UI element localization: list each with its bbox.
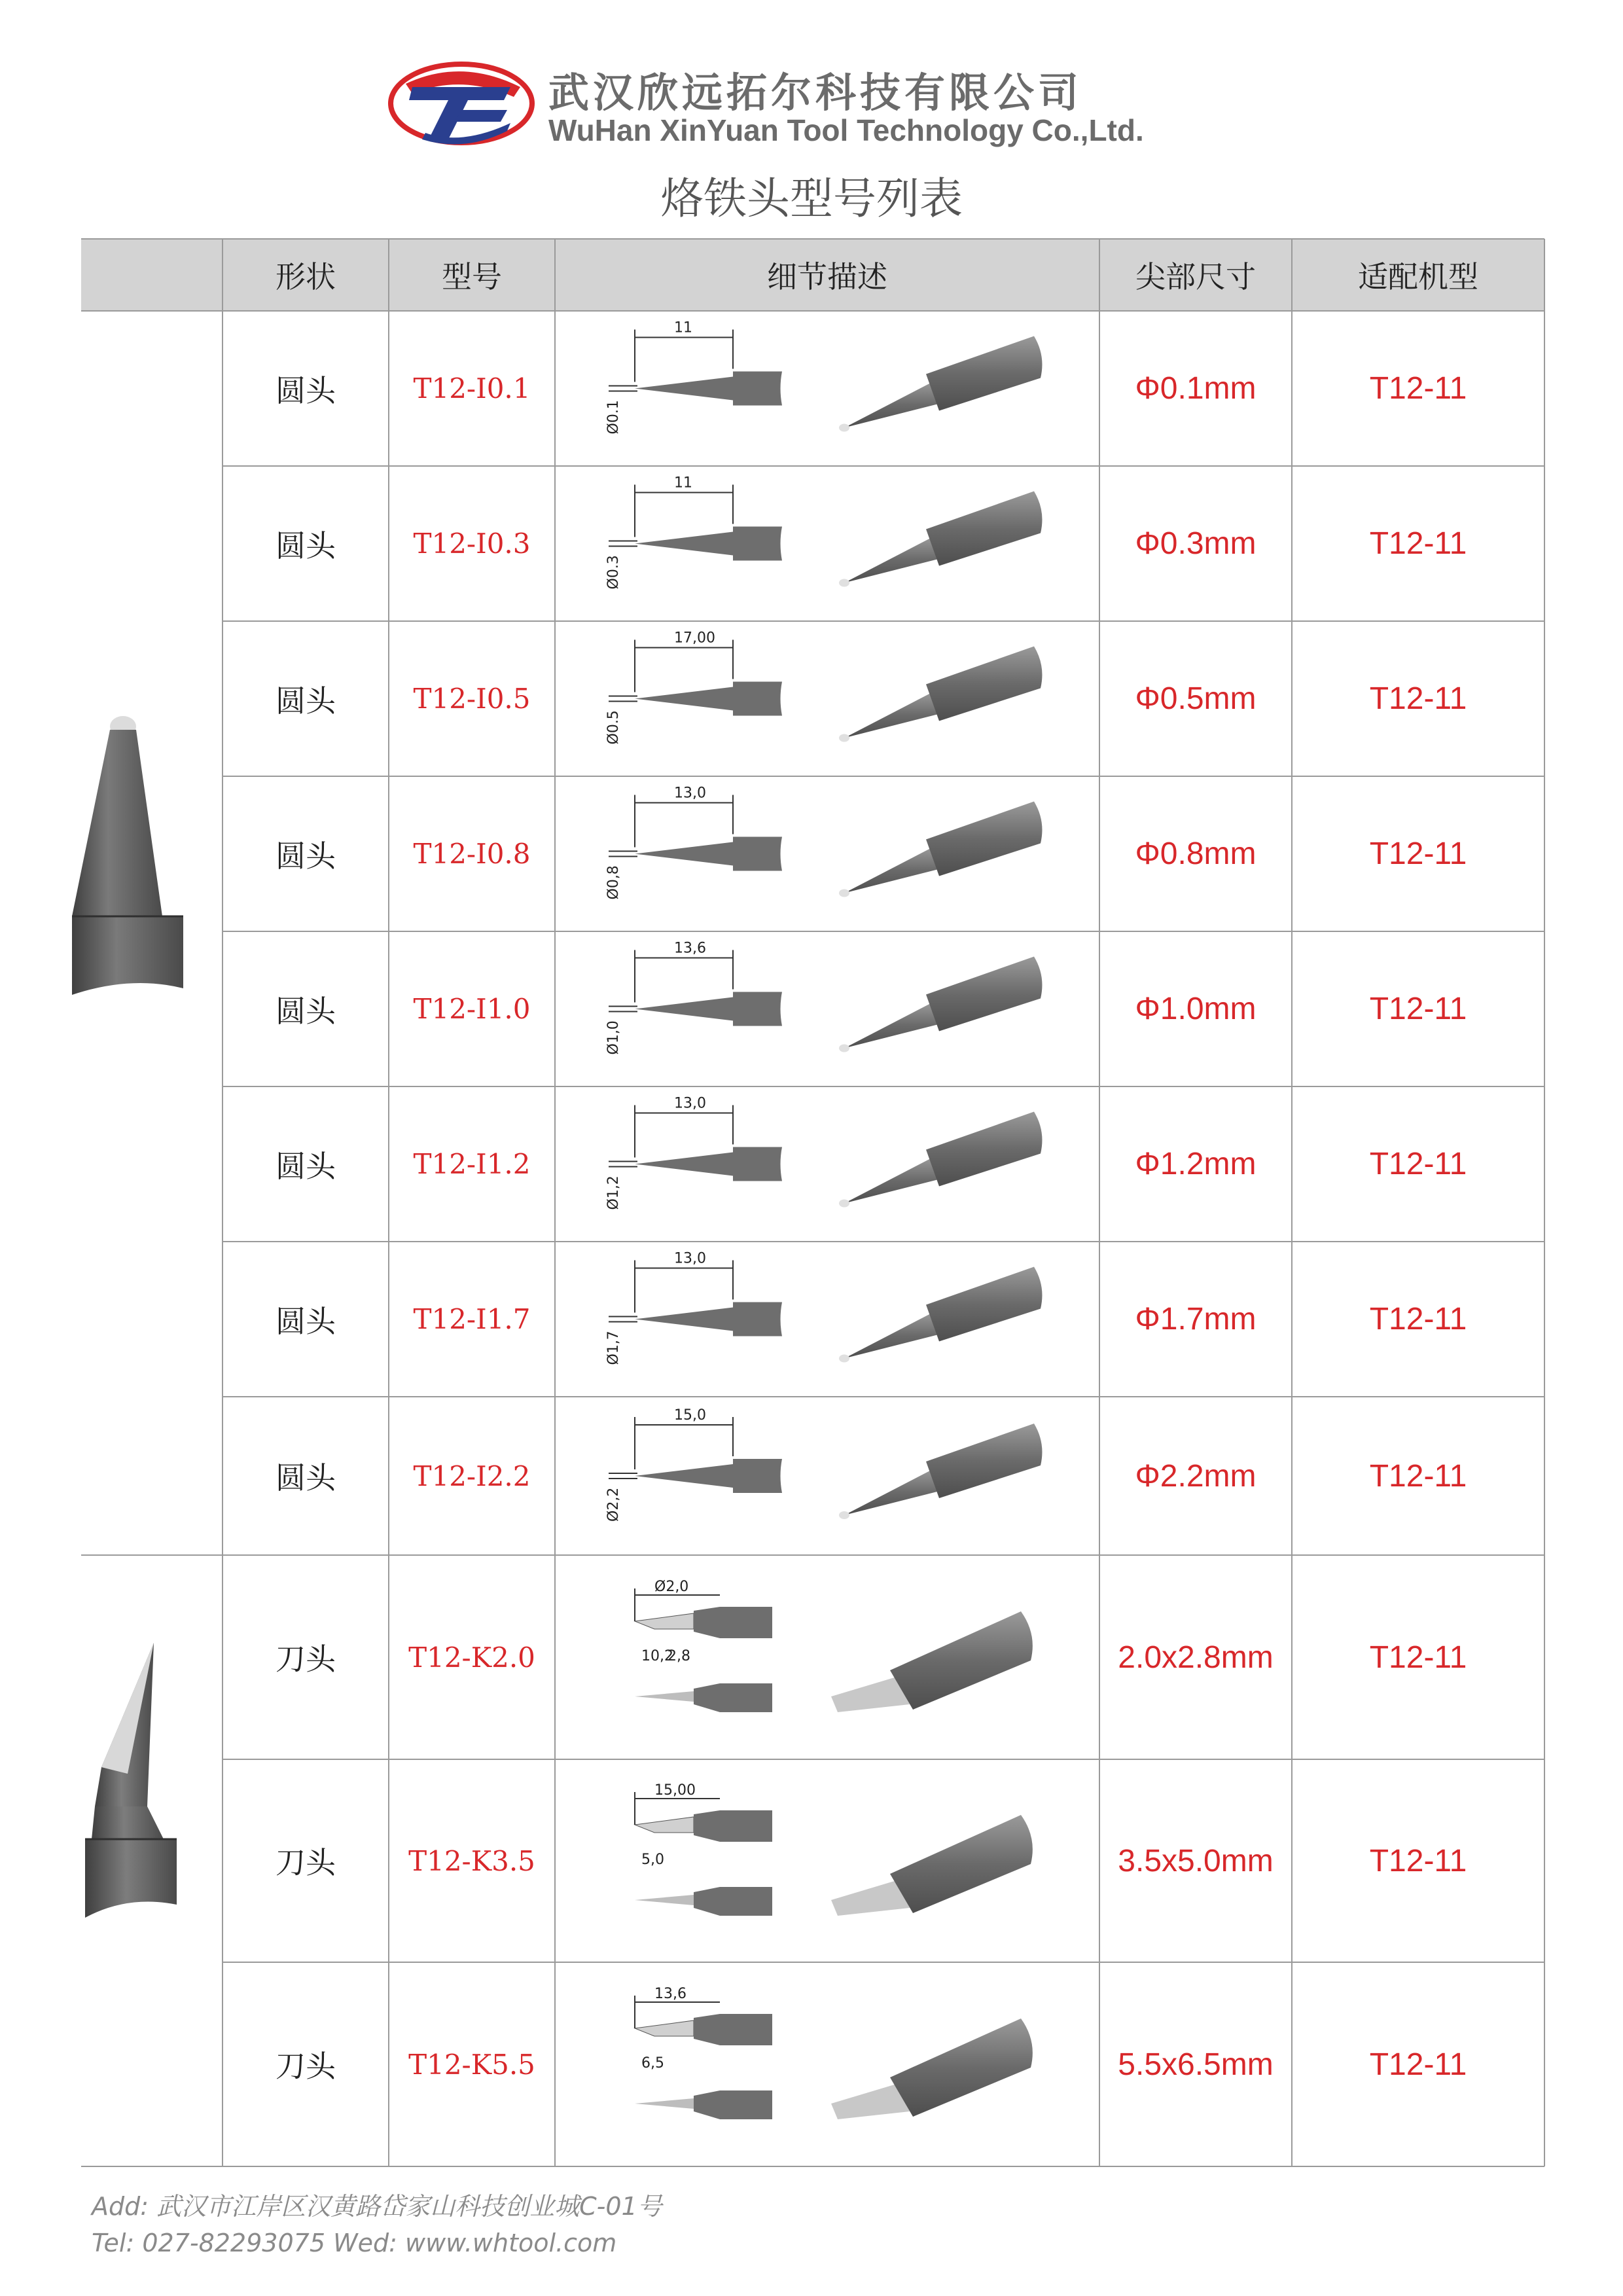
model-cell: T12-K2.0 — [408, 1641, 535, 1674]
length-dimension: 13,0 — [674, 1250, 706, 1267]
dimension-label: 15,00 — [654, 1782, 696, 1799]
side-view — [605, 1096, 782, 1210]
dimension-label: 10,2 — [641, 1648, 673, 1664]
dimension-label: 13,6 — [654, 1986, 687, 2002]
fit-model-cell: T12-11 — [1369, 1302, 1467, 1336]
shape-cell: 圆头 — [276, 993, 336, 1029]
tip-size-cell: Φ1.0mm — [1135, 992, 1257, 1026]
shape-cell: 刀头 — [276, 2049, 336, 2084]
tip-technical-drawing — [569, 1759, 1080, 1962]
footer-address: Add: 武汉市江岸区汉黄路岱家山科技创业城C-01号 — [92, 2192, 662, 2221]
fit-model-cell: T12-11 — [1369, 681, 1467, 716]
column-header-model: 型号 — [442, 259, 502, 295]
diameter-dimension: Ø0.3 — [605, 555, 622, 590]
tip-3d-view — [839, 802, 1042, 897]
tip-size-cell: Φ0.3mm — [1135, 526, 1257, 561]
tip-3d-view — [839, 957, 1042, 1052]
length-dimension: 11 — [674, 319, 692, 336]
fit-model-cell: T12-11 — [1369, 1458, 1467, 1494]
column-header-detail: 细节描述 — [767, 259, 887, 295]
diameter-dimension: Ø0.1 — [605, 400, 622, 435]
footer-contact: Tel: 027-82293075 Wed: www.whtool.com — [92, 2229, 617, 2257]
dimension-label: 2,8 — [668, 1648, 690, 1664]
dimension-label: 6,5 — [641, 2055, 664, 2072]
shape-cell: 圆头 — [276, 1460, 336, 1496]
dimension-label: Ø2,0 — [654, 1579, 689, 1595]
tip-size-cell: 3.5x5.0mm — [1118, 1843, 1274, 1878]
dimension-label: 5,0 — [641, 1852, 664, 1868]
length-dimension: 15,0 — [674, 1407, 706, 1424]
side-view — [635, 1782, 772, 1916]
tip-3d-view — [831, 1611, 1033, 1712]
side-view — [605, 320, 782, 435]
diameter-dimension: Ø0,8 — [605, 865, 622, 900]
model-cell: T12-K3.5 — [408, 1844, 535, 1877]
length-dimension: 11 — [674, 475, 692, 492]
tip-technical-drawing — [569, 1242, 1080, 1397]
tip-technical-drawing — [569, 1555, 1080, 1759]
model-cell: T12-I1.7 — [413, 1303, 531, 1335]
page-title: 烙铁头型号列表 — [660, 173, 963, 224]
tip-technical-drawing — [569, 931, 1080, 1086]
length-dimension: 17,00 — [674, 630, 715, 647]
side-view — [605, 630, 782, 745]
tip-technical-drawing — [569, 621, 1080, 776]
column-header-tip-size: 尖部尺寸 — [1135, 259, 1256, 295]
column-header-shape: 形状 — [276, 259, 336, 295]
tip-3d-view — [839, 1267, 1042, 1363]
tip-technical-drawing — [569, 1962, 1080, 2166]
tip-3d-view — [839, 647, 1042, 742]
company-name-cn: 武汉欣远拓尔科技有限公司 — [548, 69, 1083, 117]
tip-size-cell: Φ0.1mm — [1135, 371, 1257, 406]
knife-tip-icon — [65, 1643, 190, 1918]
model-cell: T12-I0.3 — [413, 528, 531, 560]
side-view — [635, 1579, 772, 1712]
tip-size-cell: Φ2.2mm — [1135, 1458, 1257, 1494]
tip-3d-view — [831, 1815, 1033, 1916]
shape-cell: 刀头 — [276, 1845, 336, 1880]
diameter-dimension: Ø0.5 — [605, 710, 622, 745]
tip-size-cell: Φ0.5mm — [1135, 681, 1257, 716]
tip-technical-drawing — [569, 1086, 1080, 1242]
length-dimension: 13,0 — [674, 1095, 706, 1112]
model-cell: T12-I1.2 — [413, 1148, 531, 1180]
diameter-dimension: Ø2,2 — [605, 1487, 622, 1522]
fit-model-cell: T12-11 — [1369, 1147, 1467, 1181]
tip-3d-view — [839, 1424, 1042, 1519]
tip-technical-drawing — [569, 1397, 1080, 1555]
side-view — [605, 1251, 782, 1365]
shape-cell: 圆头 — [276, 683, 336, 719]
side-view — [605, 941, 782, 1055]
tip-3d-view — [839, 492, 1042, 587]
length-dimension: 13,6 — [674, 940, 706, 957]
tip-size-cell: 2.0x2.8mm — [1118, 1640, 1274, 1675]
round-tip-icon — [72, 707, 190, 995]
model-cell: T12-K5.5 — [408, 2048, 535, 2081]
fit-model-cell: T12-11 — [1369, 371, 1467, 406]
tip-size-cell: Φ0.8mm — [1135, 836, 1257, 871]
side-view — [635, 1986, 772, 2119]
model-cell: T12-I2.2 — [413, 1460, 531, 1492]
model-cell: T12-I0.8 — [413, 838, 531, 870]
tip-3d-view — [831, 2018, 1033, 2119]
fit-model-cell: T12-11 — [1369, 836, 1467, 871]
tip-size-cell: Φ1.2mm — [1135, 1147, 1257, 1181]
tip-size-cell: Φ1.7mm — [1135, 1302, 1257, 1336]
tip-technical-drawing — [569, 466, 1080, 621]
tip-size-cell: 5.5x6.5mm — [1118, 2047, 1274, 2082]
shape-cell: 刀头 — [276, 1641, 336, 1677]
model-cell: T12-I0.1 — [413, 372, 531, 404]
company-logo — [386, 58, 537, 149]
diameter-dimension: Ø1,0 — [605, 1020, 622, 1055]
fit-model-cell: T12-11 — [1369, 1843, 1467, 1878]
tip-3d-view — [839, 336, 1042, 432]
side-view — [605, 1407, 782, 1522]
tip-technical-drawing — [569, 776, 1080, 931]
shape-cell: 圆头 — [276, 372, 336, 408]
shape-cell: 圆头 — [276, 838, 336, 874]
diameter-dimension: Ø1,7 — [605, 1331, 622, 1365]
shape-cell: 圆头 — [276, 1303, 336, 1339]
model-cell: T12-I0.5 — [413, 683, 531, 715]
shape-cell: 圆头 — [276, 1148, 336, 1184]
tip-3d-view — [839, 1112, 1042, 1208]
column-header-fit-model: 适配机型 — [1358, 259, 1478, 295]
diameter-dimension: Ø1,2 — [605, 1175, 622, 1210]
model-cell: T12-I1.0 — [413, 993, 531, 1025]
fit-model-cell: T12-11 — [1369, 526, 1467, 561]
fit-model-cell: T12-11 — [1369, 992, 1467, 1026]
side-view — [605, 785, 782, 900]
tip-technical-drawing — [569, 311, 1080, 466]
company-name-en: WuHan XinYuan Tool Technology Co.,Ltd. — [548, 113, 1144, 147]
side-view — [605, 475, 782, 590]
shape-cell: 圆头 — [276, 528, 336, 564]
fit-model-cell: T12-11 — [1369, 2047, 1467, 2082]
fit-model-cell: T12-11 — [1369, 1640, 1467, 1675]
length-dimension: 13,0 — [674, 785, 706, 802]
